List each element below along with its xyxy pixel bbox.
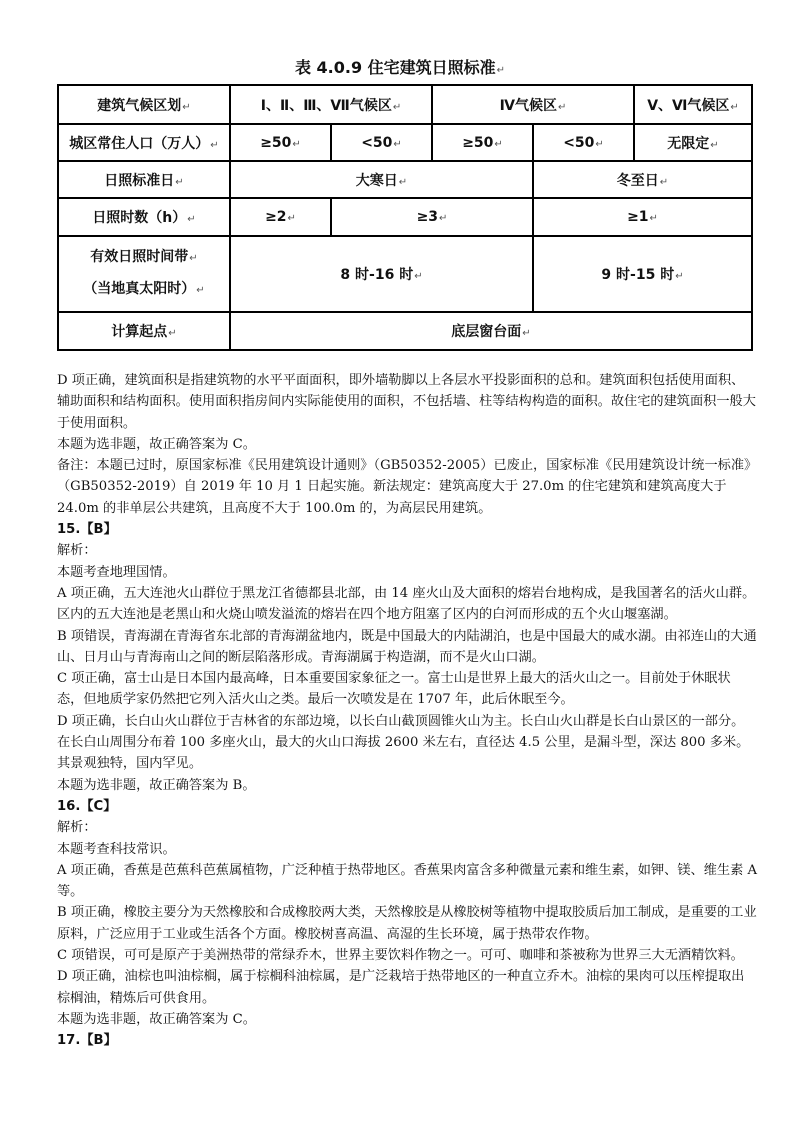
paragraph: C 项正确，富士山是日本国内最高峰，日本重要国家象征之一。富士山是世界上最大的活火山之一。目前处于休眠状态，但地质学家仍然把它列入活火山之类。最后一次喷发是在 1707 年，此后休眠至今。	[57, 671, 731, 708]
table-cell: 冬至日↵	[533, 161, 752, 198]
table-cell: <50↵	[533, 124, 634, 161]
paragraph: 本题考查科技常识。	[57, 841, 176, 857]
table-row	[58, 124, 752, 161]
paragraph: B 项错误，青海湖在青海省东北部的青海湖盆地内，既是中国最大的内陆湖泊，也是中国最大的咸水湖。由祁连山的大通山、日月山与青海南山之间的断层陷落形成。青海湖属于构造湖，而不是火山口湖。	[57, 628, 757, 665]
table-cell: 大寒日↵	[230, 161, 533, 198]
table-cell: ≥1↵	[533, 198, 752, 236]
table-cell: 底层窗台面↵	[230, 312, 752, 350]
table-row	[58, 236, 752, 312]
question-number: 17.【B】	[57, 1033, 117, 1049]
table-cell: ≥50↵	[432, 124, 533, 161]
table-cell: ≥50↵	[230, 124, 331, 161]
paragraph: D 项正确，建筑面积是指建筑物的水平平面面积，即外墙勒脚以上各层水平投影面积的总和。建筑面积包括使用面积、辅助面积和结构面积。使用面积指房间内实际能使用的面积，不包括墙、柱等结构构造的面积。故住宅的建筑面积一般大于使用面积。	[57, 373, 756, 431]
table-row	[58, 198, 752, 236]
row-header: 日照时数（h）↵	[58, 198, 230, 236]
paragraph: A 项正确，香蕉是芭蕉科芭蕉属植物，广泛种植于热带地区。香蕉果肉富含多种微量元素和维生素，如钾、镁、维生素 A 等。	[57, 862, 757, 900]
paragraph: C 项错误，可可是原产于美洲热带的常绿乔木，世界主要饮料作物之一。可可、咖啡和茶被称为世界三大无酒精饮料。	[57, 948, 744, 964]
table-row	[58, 312, 752, 350]
table-cell: Ⅳ气候区↵	[432, 85, 634, 124]
row-header: 有效日照时间带↵ （当地真太阳时）↵	[58, 236, 230, 312]
paragraph: 本题为选非题，故正确答案为 B。	[57, 777, 256, 793]
paragraph: D 项正确，长白山火山群位于吉林省的东部边境，以长白山截顶圆锥火山为主。长白山火山群是长白山景区的一部分。在长白山周围分布着 100 多座火山，最大的火山口海拔 2600 米左右，直径达 4.5 公里，是漏斗型，深达 800 多米。其景观独特，国内罕见。	[57, 713, 750, 772]
row-header: 计算起点↵	[58, 312, 230, 350]
paragraph: B 项正确，橡胶主要分为天然橡胶和合成橡胶两大类，天然橡胶是从橡胶树等植物中提取胶质后加工制成，是重要的工业原料，广泛应用于工业或生活各个方面。橡胶树喜高温、高湿的生长环境，属于热带农作物。	[57, 905, 757, 942]
row-header: 日照标准日↵	[58, 161, 230, 198]
table-cell: Ⅰ、Ⅱ、Ⅲ、Ⅶ气候区↵	[230, 85, 432, 124]
table-row	[58, 161, 752, 198]
table-cell: 9 时-15 时↵	[533, 236, 752, 312]
paragraph: A 项正确，五大连池火山群位于黑龙江省德都县北部，由 14 座火山及大面积的熔岩台地构成，是我国著名的活火山群。区内的五大连池是老黑山和火烧山喷发溢流的熔岩在四个地方阻塞了区内的白河而形成的五个火山堰塞湖。	[57, 585, 756, 623]
table-title: 表 4.0.9 住宅建筑日照标准↵	[294, 58, 506, 77]
paragraph: 本题为选非题，故正确答案为 C。	[57, 436, 256, 452]
sunlight-standard-table	[57, 84, 753, 351]
question-number: 16.【C】	[57, 798, 117, 814]
paragraph: 解析：	[57, 543, 97, 559]
table-cell: Ⅴ、Ⅵ气候区↵	[634, 85, 752, 124]
paragraph: 本题考查地理国情。	[57, 564, 176, 580]
table-row	[58, 85, 752, 124]
paragraph: 解析：	[57, 820, 97, 836]
paragraph: D 项正确，油棕也叫油棕榈，属于棕榈科油棕属，是广泛栽培于热带地区的一种直立乔木。油棕的果肉可以压榨提取出棕榈油，精炼后可供食用。	[57, 969, 745, 1006]
paragraph: 本题为选非题，故正确答案为 C。	[57, 1011, 256, 1027]
table-cell: <50↵	[331, 124, 432, 161]
table-cell: 无限定↵	[634, 124, 752, 161]
table-cell: ≥2↵	[230, 198, 331, 236]
row-header: 建筑气候区划↵	[58, 85, 230, 124]
question-number: 15.【B】	[57, 522, 117, 538]
table-cell: 8 时-16 时↵	[230, 236, 533, 312]
table-cell: ≥3↵	[331, 198, 533, 236]
explanation-text	[57, 370, 757, 1052]
row-header: 城区常住人口（万人）↵	[58, 124, 230, 161]
paragraph: 备注：本题已过时，原国家标准《民用建筑设计通则》（GB50352-2005）已废止，国家标准《民用建筑设计统一标准》（GB50352-2019）自 2019 年 10 月 1 日起实施。新法规定：建筑高度大于 27.0m 的住宅建筑和建筑高度大于 24.0m 的非单层公共建筑，且高度不大于 100.0m 的，为高层民用建筑。	[57, 458, 751, 516]
